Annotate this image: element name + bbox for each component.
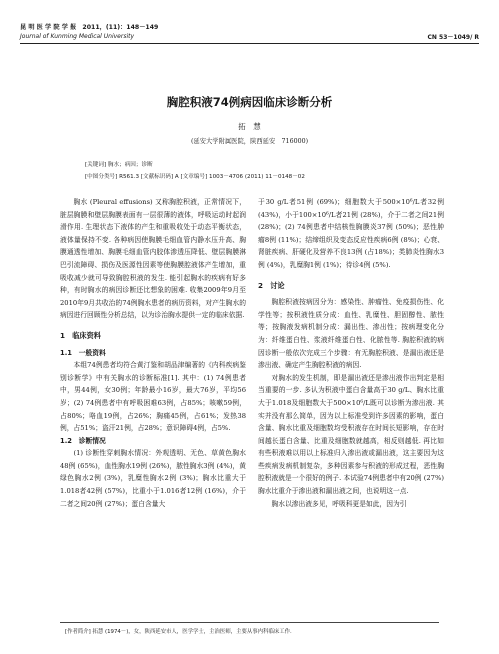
header-rule — [20, 43, 479, 44]
left-column — [60, 196, 246, 510]
journal-name-en: Journal of Kunming Medical University — [20, 33, 135, 40]
author: 拓 慧 — [238, 122, 261, 131]
paragraph-continued: 于30 g/L者51例 (69%)；细胞数大于500×10⁶/L者32例 (43%)，小于100×10⁶/L者21例 (28%)，介于二者之间21例 (28%)；(2) 74例患者中结核性胸膜炎37例 (50%)；恶性肿瘤8例 (11%)；结缔组织及变态反应性疾病6例 (8%)；心衰、肾脏疾病、肝硬化及营养不良13例 (占18%)；类肺炎性胸水3例 (4%)，乳糜胸1例 (1%)；待诊4例 (5%). — [258, 198, 444, 269]
journal-name-cn: 昆 明 医 学 院 学 报 2011，(11)：148－149 — [20, 24, 159, 31]
author-footnote: [作者简介] 拓慧 (1974－)，女，陕西延安市人，医学学士，主治医师，主要从事内科临床工作. — [65, 629, 292, 635]
paragraph-1-1: 本组74例患者均符合黄汀鉴和胡品津编著的《内科疾病鉴别诊断学》中有关胸水的诊断标准[1]. 其中：(1) 74例患者中，男44例，女30例；年龄最小16岁，最大76岁，平均56岁；(2) 74例患者中有呼吸困难63例，占85%；咳嗽59例，占80%；咯血19例，占26%；胸痛45例，占61%；发热38例，占51%；盗汗21例，占28%；意识障碍4例，占5%. — [60, 361, 246, 433]
section-heading-1: 1 临床资料 — [60, 330, 101, 340]
cn-code: CN 53－1049/ R — [427, 34, 479, 41]
right-column — [258, 196, 444, 510]
article-title: 胸腔积液74例病因临床诊断分析 — [166, 95, 333, 109]
section-heading-2: 2 讨论 — [258, 280, 285, 290]
paragraph-2-1: 胸腔积液按病因分为：感染性、肿瘤性、免疫损伤性、化学性等；按积液性质分成：血性、乳糜性、胆固醇性、脓性等；按胸液发病机制分成：漏出性、渗出性；按病理变化分为：纤维蛋白性、浆液纤维蛋白性、化脓性等. 胸腔积液的病因诊断一般依次完成三个步骤：有无胸腔积液、是漏出液还是渗出液、确定产生胸腔积液的病因. — [258, 298, 444, 370]
paragraph-2-2: 对胸水的发生机制，即是漏出液还是渗出液作出判定是相当重要的一步. 多认为积液中蛋白含量高于30 g/L、胸水比重大于1.018及细胞数大于500×10⁶/L既可以诊断为渗出液. 其实并没有那么简单，因为以上标准受到许多因素的影响，蛋白含量、胸水比重及细胞数均受积液存在时间长短影响，存在时间越长蛋白含量、比重及细胞数就越高，相反则越低. 再比如有些积液难以用以上标准归入渗出液或漏出液，这主要因为这些疾病发病机制复杂，多种因素参与积液的形成过程，恶性胸腔积液就是一个很好的例子. 本试验74例患者中有20例 (27%) 胸水比重介于渗出液和漏出液之间，也说明这一点. — [258, 373, 444, 496]
subsection-heading-1-1: 1.1 一般资料 — [60, 348, 106, 357]
paragraph-1-2: (1) 诊断性穿刺胸水情况：外观透明、无色、草黄色胸水48例 (65%)，血性胸水19例 (26%)，脓性胸水3例 (4%)，黄绿色胸水2例 (3%)，乳糜性胸水2例 (3%)；胸水比重大于1.018者42例 (57%)，比重小于1.016者12例 (16%)，介于二者之间20例 (27%)；蛋白含量大 — [60, 449, 246, 508]
intro-paragraph: 胸水 (Pleural effusions) 又称胸腔积液，正常情况下，脏层胸膜和壁层胸膜表面有一层很薄的液体，呼吸运动时起润滑作用. 生理状态下液体的产生和重吸收处于动态平衡状态，液体量保持不变. 各种病因使胸膜毛细血管内静水压升高、胸膜通透性增加、胸膜毛细血管内胶体渗透压降低、壁层胸膜淋巴引流障碍、损伤及医源性因素等使胸膜腔液体产生增加，重吸收减少就可导致胸腔积液的发生. 能引起胸水的疾病有好多种，有时胸水的病因诊断还比想象的困难. 收集2009年9月至2010年9月共收治的74例胸水患者的病历资料，对产生胸水的病因进行回顾性分析总结，以为诊治胸水提供一定的临床依据. — [60, 198, 246, 320]
affiliation: (延安大学附属医院，陕西延安 716000) — [190, 138, 309, 145]
footnote-rule — [60, 622, 439, 623]
subsection-heading-1-2: 1.2 诊断情况 — [60, 436, 106, 445]
keywords: [关键词] 胸水；病因；诊断 — [85, 162, 153, 168]
paragraph-2-3: 胸水以渗出液多见，呼吸科更是如此，因为引 — [271, 499, 407, 508]
classification: [中图分类号] R561.3 [文献标识码] A [文章编号] 1003－4706 (2011) 11－0148－02 — [85, 174, 305, 180]
